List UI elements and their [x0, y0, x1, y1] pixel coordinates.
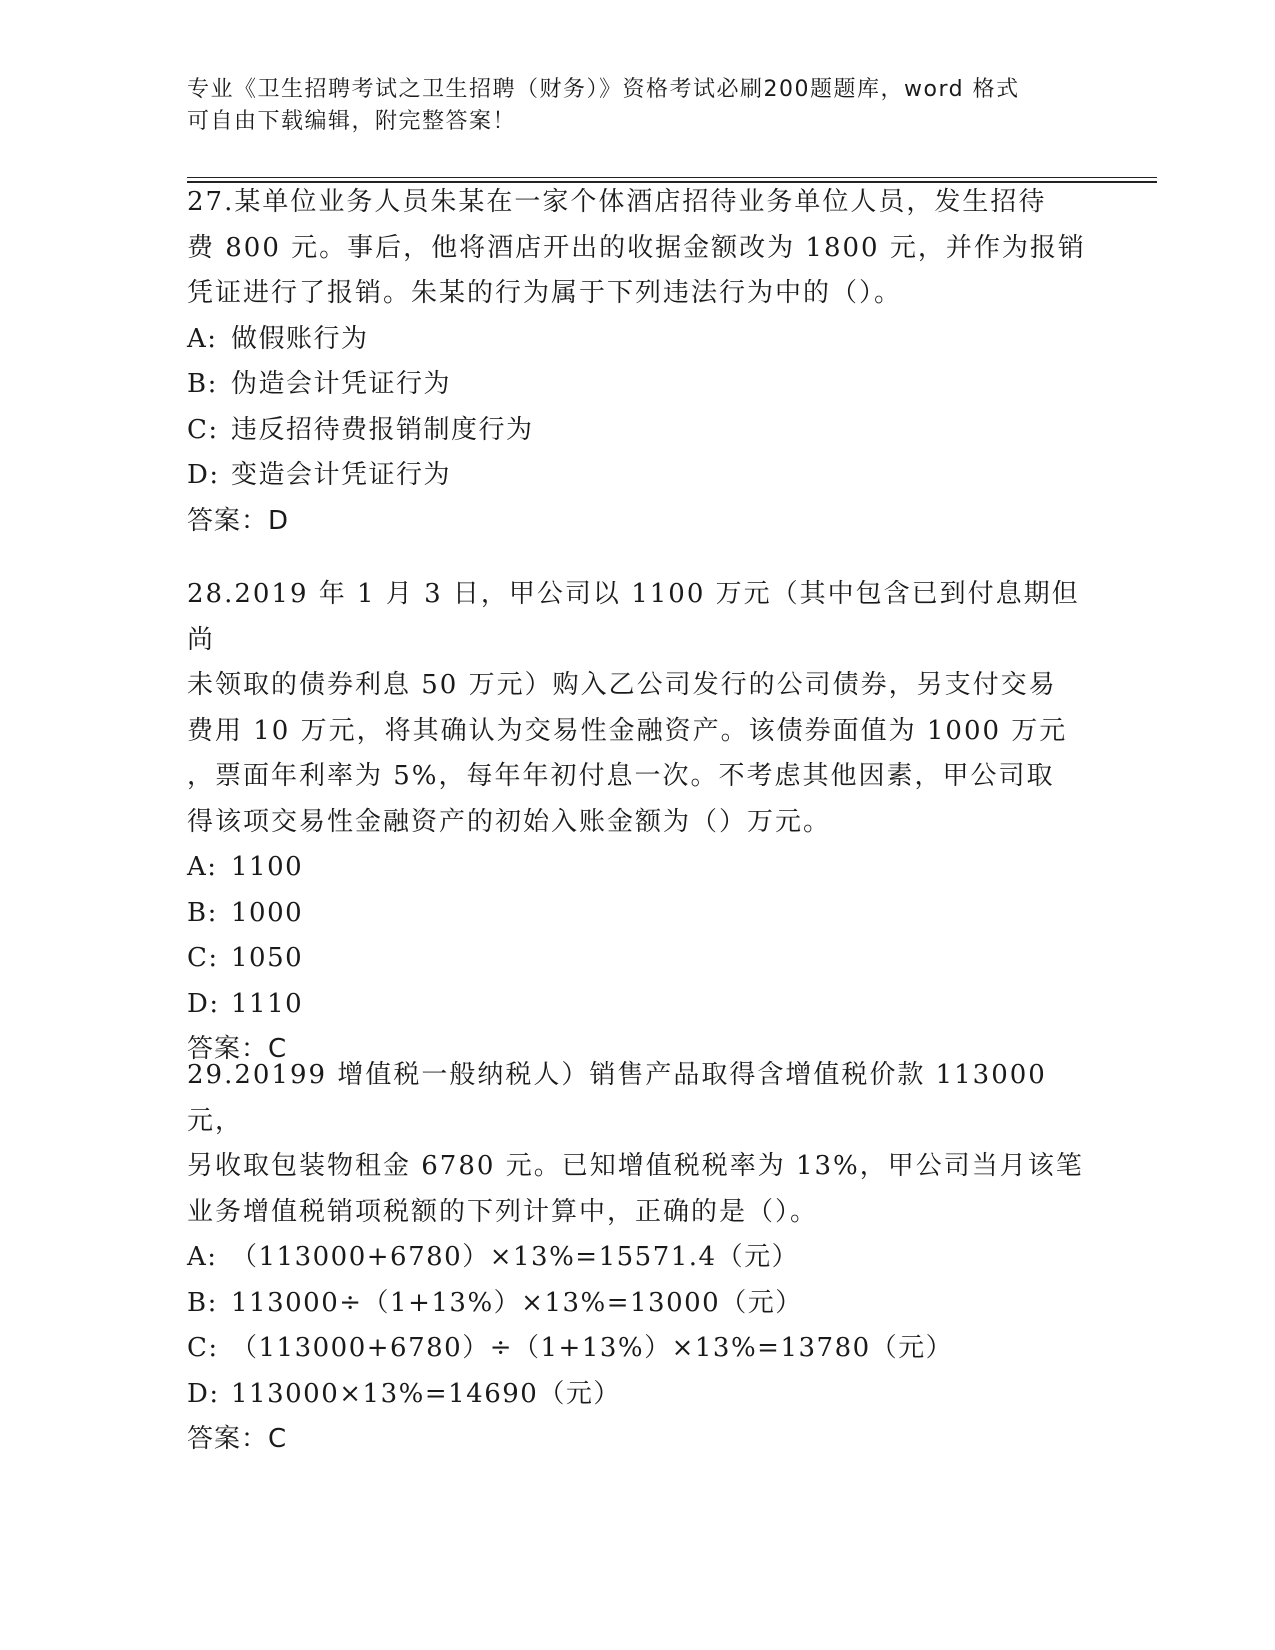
- option-d: [187, 982, 1087, 1028]
- answer-label: 答案：: [187, 1424, 269, 1454]
- question-stem-line: 业务增值税销项税额的下列计算中，正确的是（）。: [187, 1196, 819, 1227]
- option-b: [187, 1281, 1087, 1327]
- option-text: 变造会计凭证行为: [231, 460, 452, 490]
- answer: [187, 1417, 1087, 1463]
- option-text: 1000: [231, 897, 304, 928]
- question-27: [187, 180, 1087, 544]
- option-a: [187, 845, 1087, 891]
- option-c: [187, 408, 1087, 454]
- question-stem-line: 费 800 元。事后，他将酒店开出的收据金额改为 1800 元，并作为报销: [187, 232, 1086, 263]
- option-text: （113000+6780）÷（1+13%）×13%=13780（元）: [231, 1333, 954, 1363]
- option-letter: A:: [187, 852, 218, 882]
- document-header: [187, 74, 1087, 138]
- option-c: [187, 936, 1087, 982]
- question-stem-line: 29.20199 增值税一般纳税人）销售产品取得含增值税价款 113000 元，: [187, 1060, 1047, 1136]
- option-letter: D:: [187, 460, 220, 490]
- option-b: [187, 891, 1087, 937]
- option-text: 伪造会计凭证行为: [231, 369, 452, 399]
- option-c: [187, 1326, 1087, 1372]
- question-stem-line: 27.某单位业务人员朱某在一家个体酒店招待业务单位人员，发生招待: [187, 187, 1047, 217]
- option-letter: B:: [187, 897, 218, 928]
- option-letter: A:: [187, 1242, 218, 1272]
- option-a: [187, 317, 1087, 363]
- option-text: 1100: [231, 852, 304, 882]
- option-text: 违反招待费报销制度行为: [231, 414, 534, 445]
- header-divider-thin: [187, 177, 1157, 178]
- question-stem-line: 得该项交易性金融资产的初始入账金额为（）万元。: [187, 806, 832, 837]
- option-letter: B:: [187, 1287, 218, 1318]
- option-letter: B:: [187, 369, 218, 399]
- answer-value: C: [268, 1424, 287, 1454]
- question-29: [187, 1053, 1087, 1463]
- question-stem-line: 费用 10 万元，将其确认为交易性金融资产。该债券面值为 1000 万元: [187, 715, 1068, 746]
- option-letter: D:: [187, 988, 220, 1019]
- option-text: 做假账行为: [231, 323, 369, 354]
- option-letter: C:: [187, 943, 219, 973]
- answer-label: 答案：: [187, 1034, 269, 1064]
- question-stem-line: 凭证进行了报销。朱某的行为属于下列违法行为中的（）。: [187, 278, 903, 308]
- option-a: [187, 1235, 1087, 1281]
- question-stem-line: 未领取的债券利息 50 万元）购入乙公司发行的公司债券，另支付交易: [187, 670, 1057, 700]
- question-28: [187, 572, 1087, 1073]
- question-stem-line: ，票面年利率为 5%，每年年初付息一次。不考虑其他因素，甲公司取: [187, 761, 1055, 791]
- answer: [187, 499, 1087, 545]
- option-text: 1050: [231, 943, 304, 973]
- option-letter: A:: [187, 323, 218, 354]
- header-line-2: 可自由下载编辑，附完整答案！: [187, 109, 517, 134]
- option-b: [187, 362, 1087, 408]
- question-stem-line: 28.2019 年 1 月 3 日，甲公司以 1100 万元（其中包含已到付息期但尚: [187, 579, 1080, 655]
- option-letter: C:: [187, 1333, 219, 1363]
- option-d: [187, 1372, 1087, 1418]
- option-text: 113000×13%=14690（元）: [231, 1378, 621, 1409]
- answer-value: D: [268, 505, 289, 536]
- option-text: 1110: [231, 988, 304, 1019]
- answer-label: 答案：: [187, 505, 269, 536]
- option-text: （113000+6780）×13%=15571.4（元）: [231, 1242, 800, 1272]
- question-stem-line: 另收取包装物租金 6780 元。已知增值税税率为 13%，甲公司当月该笔: [187, 1151, 1084, 1181]
- option-text: 113000÷（1+13%）×13%=13000（元）: [231, 1287, 803, 1318]
- option-letter: D:: [187, 1378, 220, 1409]
- option-d: [187, 453, 1087, 499]
- header-line-1: 专业《卫生招聘考试之卫生招聘（财务）》资格考试必刷200题题库，word 格式: [187, 77, 1020, 102]
- option-letter: C:: [187, 414, 219, 445]
- answer-value: C: [268, 1034, 287, 1064]
